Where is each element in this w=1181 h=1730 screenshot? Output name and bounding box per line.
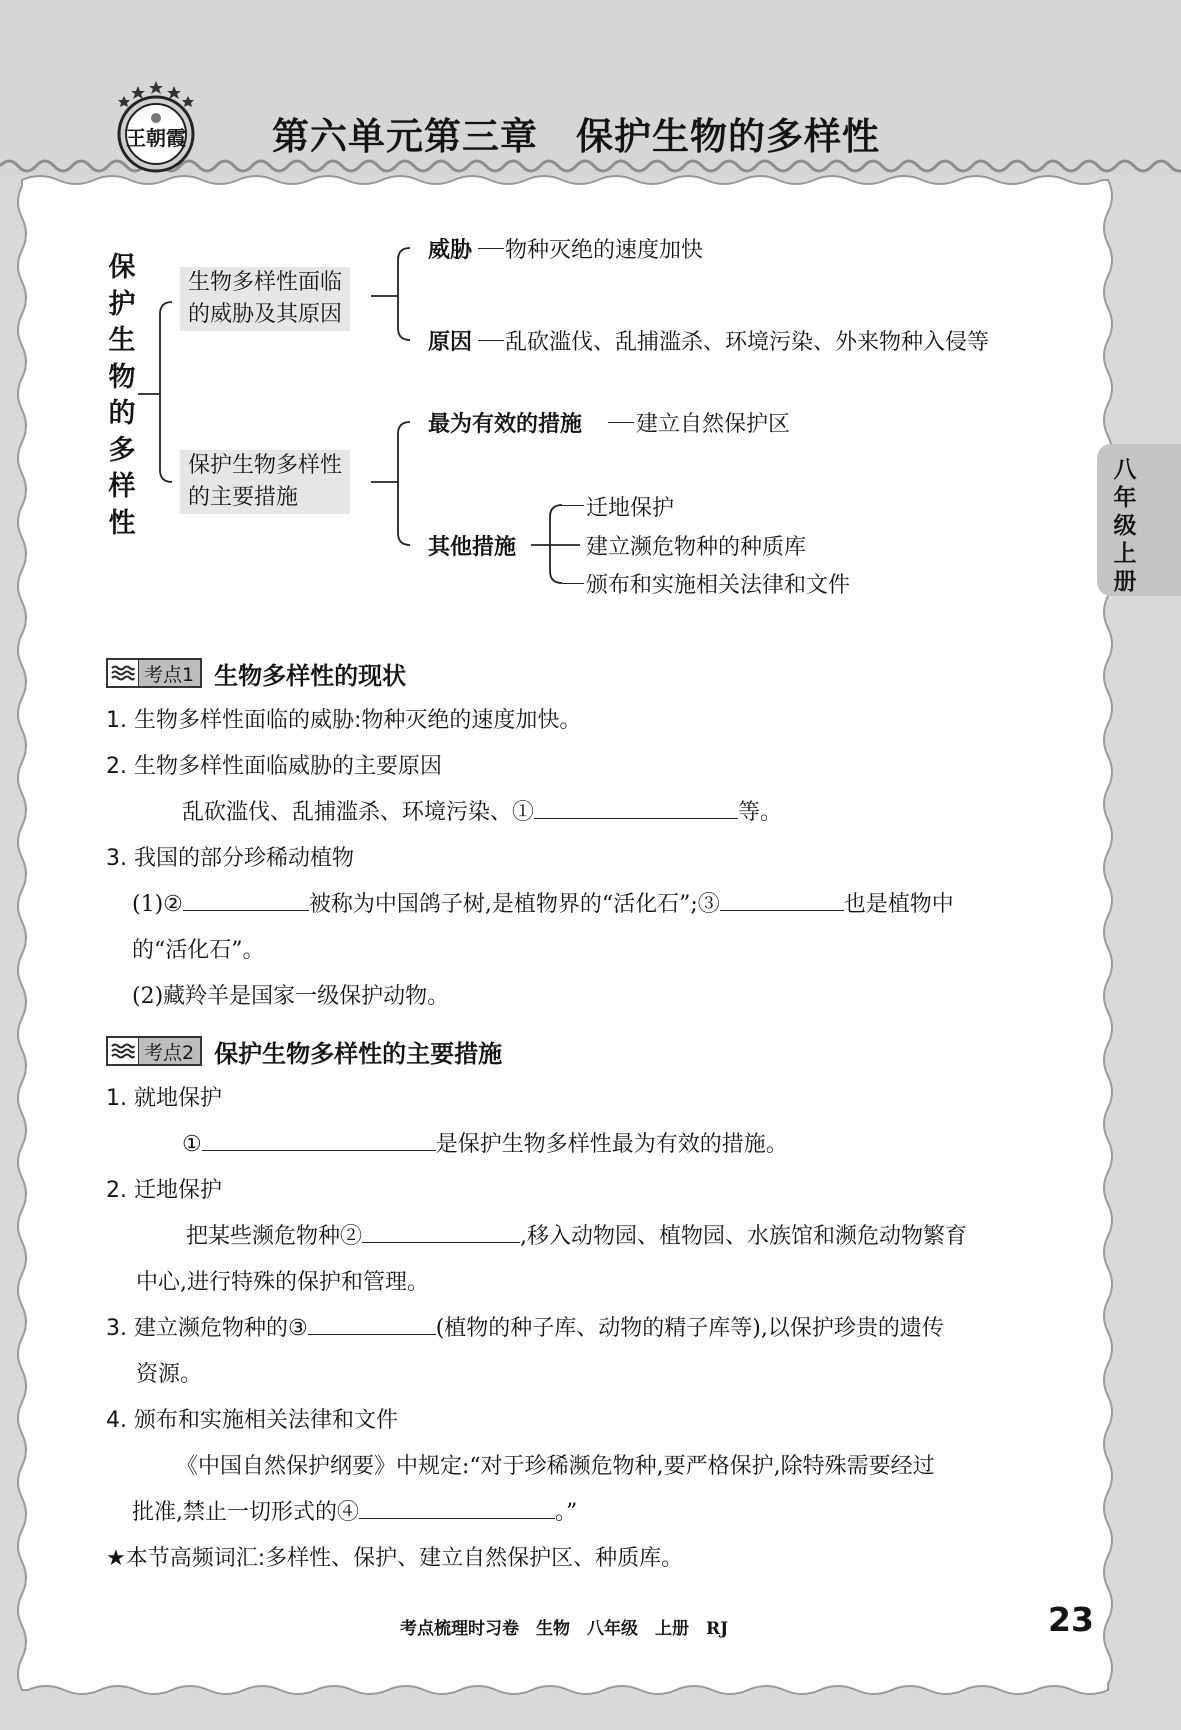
- waves-icon: [108, 1038, 139, 1064]
- item-text: 是保护生物多样性最为有效的措施。: [435, 1132, 788, 1157]
- kaodian2-item-2: [106, 1173, 222, 1204]
- leaf-most-effective: 建立自然保护区: [636, 412, 791, 437]
- kaodian2-item-3-cont: [136, 1357, 202, 1388]
- branch-label-threat: 威胁: [428, 238, 473, 263]
- kaodian1-item-3-1: [132, 887, 954, 918]
- mindmap-node-measures: [180, 450, 350, 514]
- item-text: 也是植物中: [843, 892, 954, 917]
- kaodian1-tag: [106, 658, 202, 688]
- kaodian2-item-4: [106, 1403, 398, 1434]
- leaf-threat: 物种灭绝的速度加快: [505, 238, 704, 263]
- branch-label-cause: 原因: [428, 330, 473, 355]
- item-text: 《中国自然保护纲要》中规定:“对于珍稀濒危物种,要严格保护,除特殊需要经过: [176, 1454, 935, 1479]
- item-heading: 3. 我国的部分珍稀动植物: [106, 846, 354, 871]
- kaodian1-item-3-2: [132, 979, 449, 1010]
- item-text: (2)藏羚羊是国家一级保护动物。: [132, 984, 450, 1009]
- item-heading: 2. 迁地保护: [106, 1178, 222, 1203]
- kaodian1-heading: [106, 655, 406, 691]
- leaf-connector: [478, 340, 504, 341]
- kaodian2-heading: [106, 1033, 502, 1069]
- item-text: 中心,进行特殊的保护和管理。: [136, 1270, 429, 1295]
- node-line: 生物多样性面临: [188, 270, 343, 295]
- item-text: 的“活化石”。: [132, 938, 265, 963]
- kaodian1-item-2: [106, 749, 442, 780]
- item-heading: 2. 生物多样性面临威胁的主要原因: [106, 754, 442, 779]
- item-text: 被称为中国鸽子树,是植物界的“活化石”;③: [308, 892, 720, 917]
- kaodian1-item-3-1-cont: [132, 933, 265, 964]
- kaodian2-tag: [106, 1036, 202, 1066]
- kaodian1-item-2-text: [182, 795, 782, 826]
- mindmap-node-threat: [180, 267, 350, 331]
- node-line: 保护生物多样性: [188, 453, 343, 478]
- blank-field[interactable]: [534, 798, 738, 819]
- mindmap-root: 保护生物的多样性: [108, 252, 136, 539]
- page-number: 23: [1048, 1600, 1094, 1639]
- leaf-cause: 乱砍滥伐、乱捕滥杀、环境污染、外来物种入侵等: [505, 330, 990, 355]
- item-heading: 1. 就地保护: [106, 1086, 222, 1111]
- leaf-connector: [608, 422, 634, 423]
- blank-field[interactable]: [359, 1498, 555, 1519]
- kaodian1-item-3: [106, 841, 354, 872]
- item-heading: 1. 生物多样性面临的威胁:: [106, 708, 362, 733]
- leaf-connector: [562, 583, 584, 584]
- logo-text: 王朝霞: [126, 126, 186, 150]
- kaodian2-item-2-text: [186, 1219, 967, 1250]
- node-line: 的主要措施: [188, 485, 299, 510]
- item-text: 批准,禁止一切形式的④: [132, 1500, 359, 1525]
- kaodian1-title: 生物多样性的现状: [214, 661, 407, 690]
- kaodian2-title: 保护生物多样性的主要措施: [214, 1039, 503, 1068]
- item-text: (植物的种子库、动物的精子库等),以保护珍贵的遗传: [435, 1316, 944, 1341]
- leaf-other-item: 建立濒危物种的种质库: [586, 535, 807, 560]
- kaodian2-item-1-text: [182, 1127, 788, 1158]
- kaodian2-tag-label: 考点2: [144, 1041, 195, 1064]
- freq-label: ★本节高频词汇:: [106, 1546, 266, 1571]
- footer-text: 考点梳理时习卷 生物 八年级 上册 RJ: [400, 1619, 729, 1639]
- kaodian2-item-1: [106, 1081, 222, 1112]
- item-text: 资源。: [136, 1362, 203, 1387]
- kaodian2-item-3: [106, 1311, 944, 1342]
- kaodian1-item-1: [106, 703, 581, 734]
- item-text: 乱砍滥伐、乱捕滥杀、环境污染、①: [182, 800, 535, 825]
- leaf-other-item: 迁地保护: [586, 496, 675, 521]
- freq-text: 多样性、保护、建立自然保护区、种质库。: [265, 1546, 684, 1571]
- blank-field[interactable]: [183, 890, 309, 911]
- leaf-connector: [478, 248, 504, 249]
- leaf-connector: [562, 505, 584, 506]
- node-line: 的威胁及其原因: [188, 302, 343, 327]
- item-text: ①: [182, 1132, 202, 1157]
- page-title: 第六单元第三章 保护生物的多样性: [272, 115, 880, 158]
- kaodian2-item-4-text: [176, 1449, 935, 1480]
- item-text: 把某些濒危物种②: [186, 1224, 363, 1249]
- kaodian2-item-4-cont: [132, 1495, 577, 1526]
- blank-field[interactable]: [202, 1130, 436, 1151]
- blank-field[interactable]: [362, 1222, 520, 1243]
- item-text: 等。: [738, 800, 783, 825]
- high-frequency-words: [106, 1541, 683, 1572]
- grade-side-tab-label: 八年级上册: [1113, 457, 1137, 595]
- kaodian1-tag-label: 考点1: [144, 663, 195, 686]
- item-text: ,移入动物园、植物园、水族馆和濒危动物繁育: [520, 1224, 968, 1249]
- item-heading: 3. 建立濒危物种的③: [106, 1316, 308, 1341]
- branch-label-most-effective: 最为有效的措施: [428, 412, 583, 437]
- item-text: (1)②: [132, 892, 183, 917]
- kaodian2-item-2-cont: [136, 1265, 429, 1296]
- item-text: 物种灭绝的速度加快。: [361, 708, 582, 733]
- item-heading: 4. 颁布和实施相关法律和文件: [106, 1408, 398, 1433]
- leaf-other-item: 颁布和实施相关法律和文件: [586, 573, 851, 598]
- item-text: 。”: [555, 1500, 578, 1525]
- blank-field[interactable]: [308, 1314, 436, 1335]
- mindmap-connectors: [0, 0, 1181, 620]
- branch-label-other: 其他措施: [428, 535, 517, 560]
- waves-icon: [108, 660, 139, 686]
- blank-field[interactable]: [720, 890, 844, 911]
